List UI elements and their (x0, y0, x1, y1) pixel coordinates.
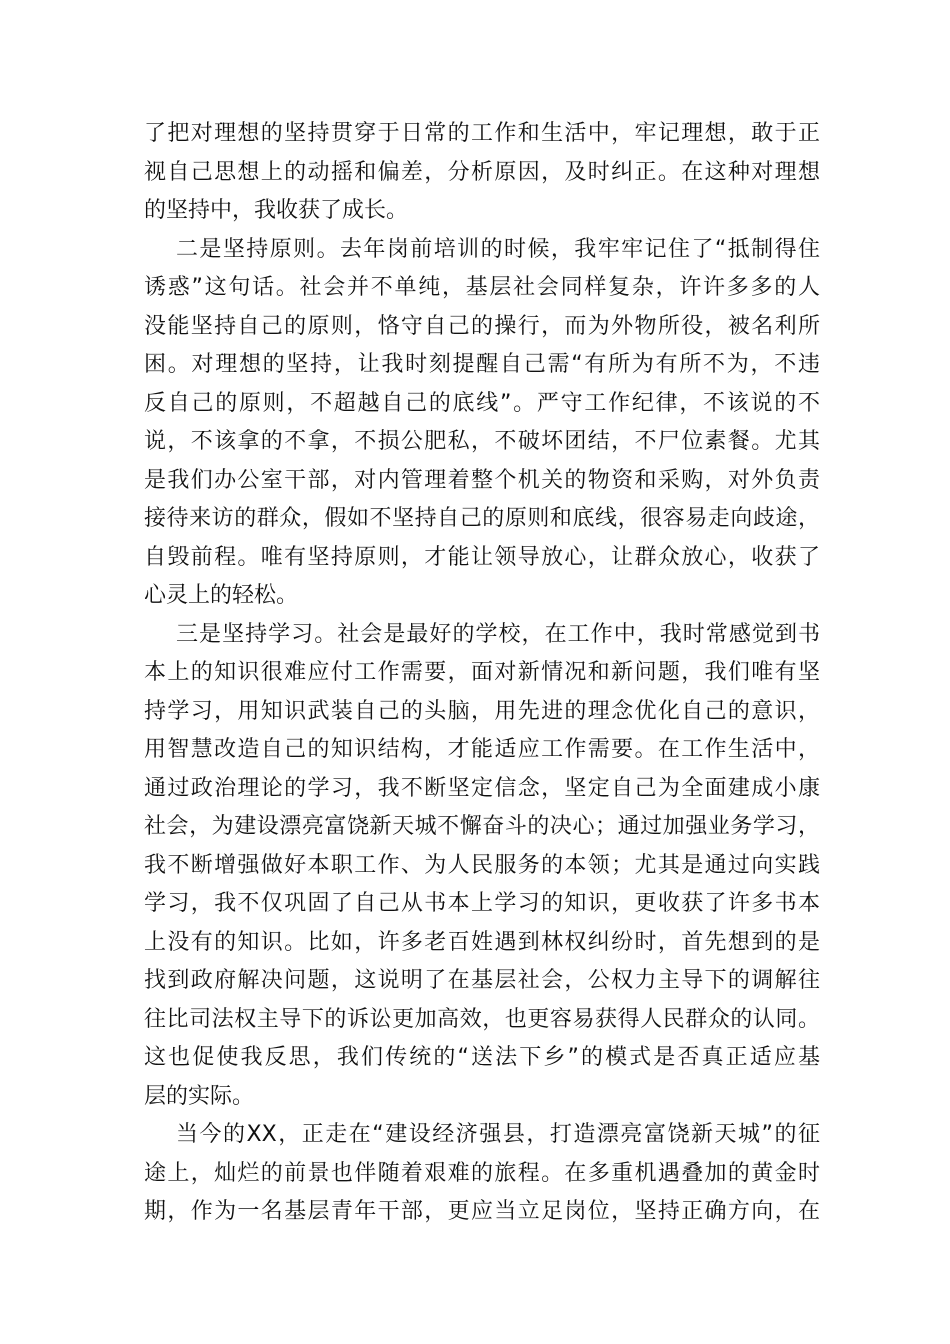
text-line: 我不断增强做好本职工作、为人民服务的本领；尤其是通过向实践 (144, 852, 820, 878)
text-line: 当今的XX，正走在“建设经济强县，打造漂亮富饶新天城”的征 (176, 1122, 820, 1147)
text-line: 接待来访的群众，假如不坚持自己的原则和底线，很容易走向歧途， (144, 506, 820, 531)
paragraph (144, 115, 820, 231)
text-line: 了把对理想的坚持贯穿于日常的工作和生活中，牢记理想，敢于正 (144, 121, 820, 146)
text-line: 途上，灿烂的前景也伴随着艰难的旅程。在多重机遇叠加的黄金时 (144, 1160, 820, 1186)
text-line: 本上的知识很难应付工作需要，面对新情况和新问题，我们唯有坚 (144, 660, 820, 685)
text-line: 找到政府解决问题，这说明了在基层社会，公权力主导下的调解往 (144, 968, 820, 993)
text-line: 心灵上的轻松。 (144, 583, 299, 608)
text-line: 层的实际。 (144, 1083, 255, 1109)
text-line: 期，作为一名基层青年干部，更应当立足岗位，坚持正确方向，在 (144, 1199, 820, 1224)
text-line: 这也促使我反思，我们传统的“送法下乡”的模式是否真正适应基 (144, 1045, 820, 1070)
text-line: 的坚持中，我收获了成长。 (144, 198, 409, 223)
text-line: 往比司法权主导下的诉讼更加高效，也更容易获得人民群众的认同。 (144, 1006, 820, 1032)
text-line: 困。对理想的坚持，让我时刻提醒自己需“有所为有所不为，不违 (144, 352, 820, 377)
paragraph (144, 1116, 820, 1232)
paragraph (144, 616, 820, 1117)
text-line: 三是坚持学习。社会是最好的学校，在工作中，我时常感觉到书 (176, 621, 820, 647)
text-line: 持学习，用知识武装自己的头脑，用先进的理念优化自己的意识， (144, 698, 820, 724)
text-line: 上没有的知识。比如，许多老百姓遇到林权纠纷时，首先想到的是 (144, 929, 820, 955)
paragraph (144, 231, 820, 616)
text-line: 没能坚持自己的原则，恪守自己的操行，而为外物所役，被名利所 (144, 313, 820, 339)
text-line: 用智慧改造自己的知识结构，才能适应工作需要。在工作生活中， (144, 737, 820, 762)
text-line: 说，不该拿的不拿，不损公肥私，不破坏团结，不尸位素餐。尤其 (144, 429, 820, 454)
text-line: 二是坚持原则。去年岗前培训的时候，我牢牢记住了“抵制得住 (176, 236, 820, 262)
text-line: 通过政治理论的学习，我不断坚定信念，坚定自己为全面建成小康 (144, 775, 820, 801)
text-line: 自毁前程。唯有坚持原则，才能让领导放心，让群众放心，收获了 (144, 544, 820, 570)
text-line: 学习，我不仅巩固了自己从书本上学习的知识，更收获了许多书本 (144, 891, 820, 916)
text-line: 诱惑”这句话。社会并不单纯，基层社会同样复杂，许许多多的人 (144, 275, 820, 300)
text-line: 社会，为建设漂亮富饶新天城不懈奋斗的决心；通过加强业务学习， (144, 814, 820, 839)
text-line: 反自己的原则，不超越自己的底线”。严守工作纪律，不该说的不 (144, 390, 820, 416)
text-line: 视自己思想上的动摇和偏差，分析原因，及时纠正。在这种对理想 (144, 159, 820, 185)
document-body (144, 115, 820, 1232)
text-line: 是我们办公室干部，对内管理着整个机关的物资和采购，对外负责 (144, 467, 820, 493)
